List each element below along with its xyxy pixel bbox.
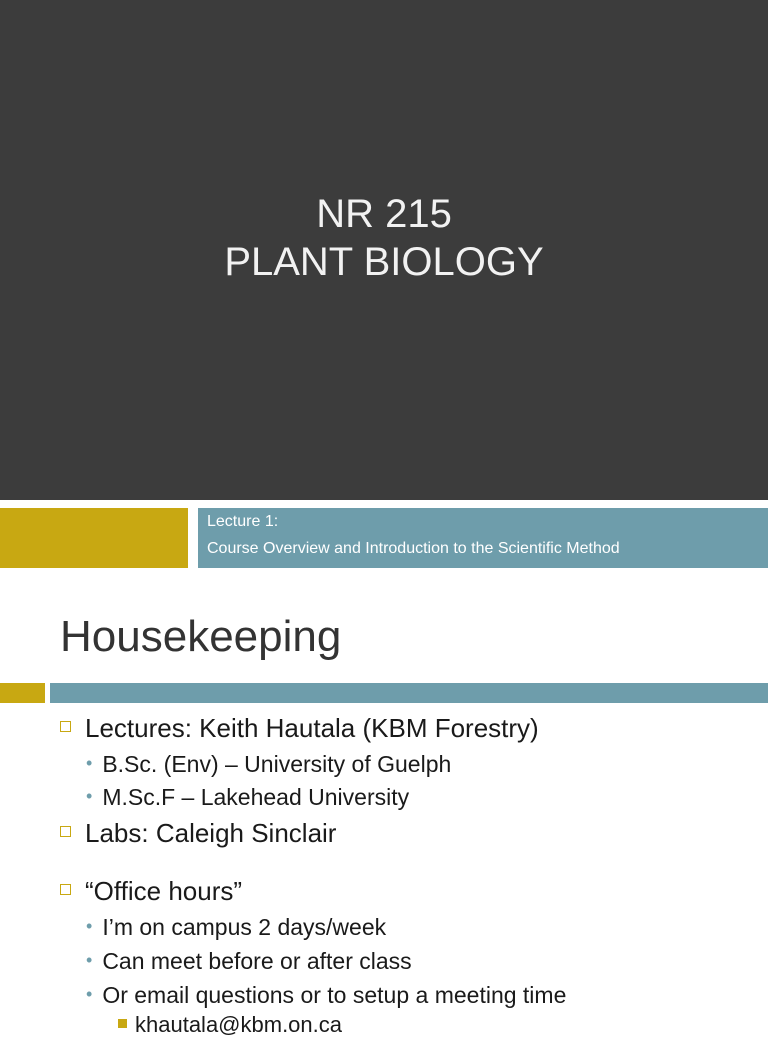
dot-bullet-icon: • — [86, 950, 93, 970]
square-bullet-icon — [60, 884, 71, 895]
subtitle-band — [198, 508, 768, 568]
title-slide — [0, 0, 768, 500]
bullet-text: Labs: Caleigh Sinclair — [85, 818, 337, 848]
list-item — [60, 876, 242, 907]
filled-square-bullet-icon — [118, 1019, 127, 1028]
square-bullet-icon — [60, 826, 71, 837]
dot-bullet-icon: • — [86, 753, 93, 773]
list-item — [86, 982, 566, 1009]
list-item — [86, 784, 409, 811]
bullet-text: Or email questions or to setup a meeting time — [102, 982, 567, 1008]
bullet-text: B.Sc. (Env) – University of Guelph — [102, 751, 452, 777]
list-item — [118, 1012, 342, 1038]
title-divider — [50, 683, 768, 703]
bullet-text: Can meet before or after class — [102, 948, 412, 974]
dot-bullet-icon: • — [86, 786, 93, 806]
list-item — [86, 751, 451, 778]
course-code: NR 215 — [316, 192, 452, 236]
list-item — [60, 713, 539, 744]
lecture-topic: Course Overview and Introduction to the Scientific Method — [207, 540, 620, 557]
list-item — [86, 948, 412, 975]
square-bullet-icon — [60, 721, 71, 732]
dot-bullet-icon: • — [86, 916, 93, 936]
bullet-text: I’m on campus 2 days/week — [102, 914, 387, 940]
gold-accent-block — [0, 508, 188, 568]
list-item — [60, 818, 336, 849]
page-title: Housekeeping — [60, 612, 342, 661]
email-link[interactable]: khautala@kbm.on.ca — [135, 1012, 343, 1037]
lecture-number: Lecture 1: — [207, 513, 279, 530]
gold-accent-small — [0, 683, 45, 703]
bullet-text: “Office hours” — [85, 876, 243, 906]
bullet-text: Lectures: Keith Hautala (KBM Forestry) — [85, 713, 539, 743]
slide-title — [0, 190, 768, 286]
bullet-text: M.Sc.F – Lakehead University — [102, 784, 410, 810]
list-item — [86, 914, 386, 941]
course-name: PLANT BIOLOGY — [224, 240, 544, 284]
dot-bullet-icon: • — [86, 984, 93, 1004]
